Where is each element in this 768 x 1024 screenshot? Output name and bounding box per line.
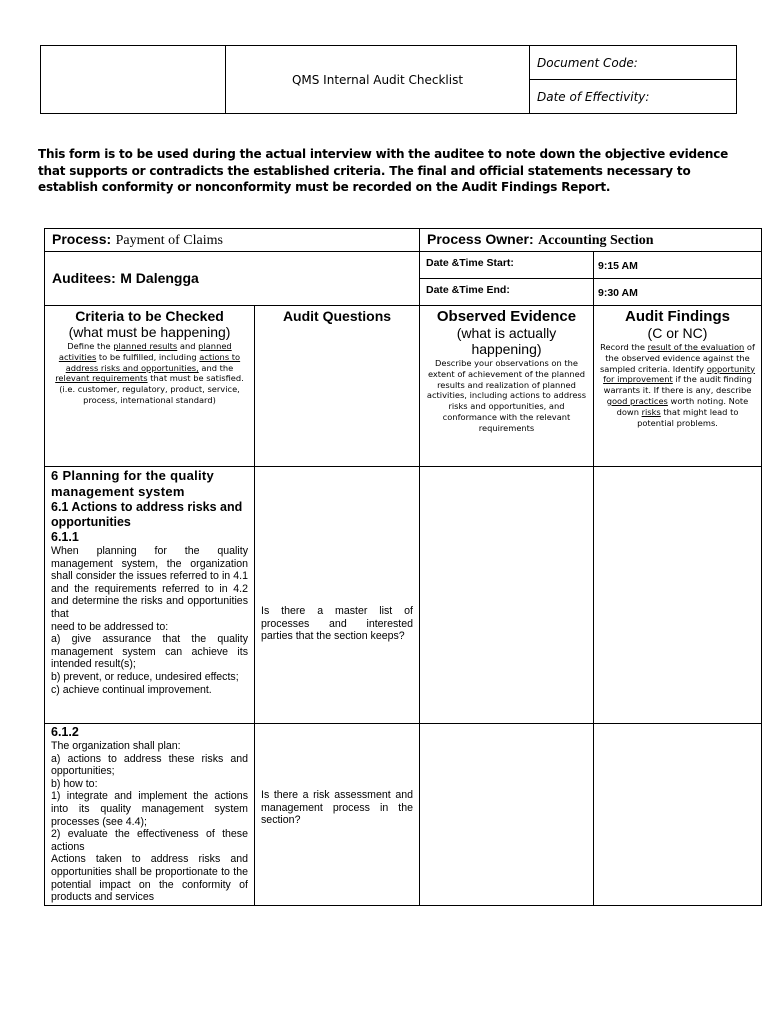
criteria-subtitle: (what must be happening) xyxy=(68,324,231,340)
process-owner-label: Process Owner: xyxy=(427,231,534,247)
evidence-description: Describe your observations on the extent of achievement of the planned results and realization of planned activities, including actions to address risks and opportunities, and conformance with the relevant requirements xyxy=(426,358,587,433)
subsection-title: 6.1 Actions to address risks and opportunities xyxy=(51,500,243,529)
evidence-subtitle: (what is actually happening) xyxy=(456,325,557,357)
logo-area xyxy=(41,46,226,114)
findings-description: Record the result of the evaluation of the observed evidence against the sampled criteria. Identify opportunity for improvement if the audit finding warrants it. If there is any, describe good practices worth noting. Note down risks that might lead to potential problems. xyxy=(599,342,756,428)
clause-number: 6.1.2 xyxy=(51,725,79,739)
auditees-cell xyxy=(45,252,420,306)
process-owner-cell xyxy=(420,229,762,252)
clause-text: Actions taken to address risks and opportunities shall be proportionate to the potential impact on the conformity of products and services xyxy=(51,853,248,904)
questions-header xyxy=(255,306,420,467)
evidence-cell xyxy=(420,467,594,724)
table-row xyxy=(45,467,762,724)
question-cell xyxy=(255,724,420,906)
document-code-label: Document Code: xyxy=(530,46,737,80)
findings-cell xyxy=(594,724,762,906)
end-label: Date &Time End: xyxy=(426,284,510,296)
clause-text: When planning for the quality management system, the organization shall consider the issues referred to in 4.1 and the requirements referred to in 4.2 and determine the risks and opportunities that xyxy=(51,545,248,620)
start-label-cell xyxy=(420,252,594,279)
auditees-label: Auditees: xyxy=(52,269,116,286)
clause-text: b) prevent, or reduce, undesired effects; xyxy=(51,670,239,683)
audit-question: Is there a master list of processes and interested parties that the section keeps? xyxy=(261,605,413,643)
clause-number: 6.1.1 xyxy=(51,530,79,544)
section-title: 6 Planning for the quality management system xyxy=(51,468,215,499)
clause-text: c) achieve continual improvement. xyxy=(51,683,212,696)
question-cell xyxy=(255,467,420,724)
evidence-title: Observed Evidence xyxy=(436,308,577,325)
table-row xyxy=(45,724,762,906)
questions-title: Audit Questions xyxy=(282,308,392,324)
findings-title: Audit Findings xyxy=(625,308,730,325)
evidence-header xyxy=(420,306,594,467)
criteria-description: Define the planned results and planned activities to be fulfilled, including actions to address risks and opportunities, and the relevant requirements that must be satisfied. (i.e. customer, regulatory, product, service, process, international standard) xyxy=(55,341,244,405)
findings-header xyxy=(594,306,762,467)
document-title: QMS Internal Audit Checklist xyxy=(226,46,530,114)
criteria-cell xyxy=(45,724,255,906)
criteria-title: Criteria to be Checked xyxy=(75,308,224,324)
auditees-value: M Dalengga xyxy=(120,269,199,286)
clause-text: a) give assurance that the quality management system can achieve its intended result(s); xyxy=(51,633,248,671)
process-label: Process: xyxy=(52,231,112,247)
process-value: Payment of Claims xyxy=(115,233,223,248)
audit-checklist-table xyxy=(44,228,762,906)
process-cell xyxy=(45,229,420,252)
document-header xyxy=(40,45,737,114)
clause-text: b) how to: xyxy=(51,777,98,790)
end-value-cell xyxy=(594,279,762,306)
clause-text: 1) integrate and implement the actions into its quality management system processes (see 4.4); xyxy=(51,790,248,828)
evidence-cell xyxy=(420,724,594,906)
clause-text: The organization shall plan: xyxy=(51,740,181,752)
clause-text: 2) evaluate the effectiveness of these actions xyxy=(51,828,248,853)
date-effectivity-label: Date of Effectivity: xyxy=(530,80,737,114)
criteria-header xyxy=(45,306,255,467)
clause-text: need to be addressed to: xyxy=(51,620,169,633)
end-value: 9:30 AM xyxy=(598,287,638,299)
end-label-cell xyxy=(420,279,594,306)
intro-paragraph: This form is to be used during the actual interview with the auditee to note down the objective evidence that supports or contradicts the established criteria. The final and official statements necessary to establish conformity or nonconformity must be recorded on the Audit Findings Report. xyxy=(38,147,729,194)
process-owner-value: Accounting Section xyxy=(538,233,654,248)
findings-subtitle: (C or NC) xyxy=(647,325,708,341)
audit-question: Is there a risk assessment and management process in the section? xyxy=(261,789,413,827)
criteria-cell xyxy=(45,467,255,724)
start-label: Date &Time Start: xyxy=(426,257,514,269)
findings-cell xyxy=(594,467,762,724)
clause-text: a) actions to address these risks and opportunities; xyxy=(51,752,248,778)
start-value-cell xyxy=(594,252,762,279)
start-value: 9:15 AM xyxy=(598,260,638,272)
